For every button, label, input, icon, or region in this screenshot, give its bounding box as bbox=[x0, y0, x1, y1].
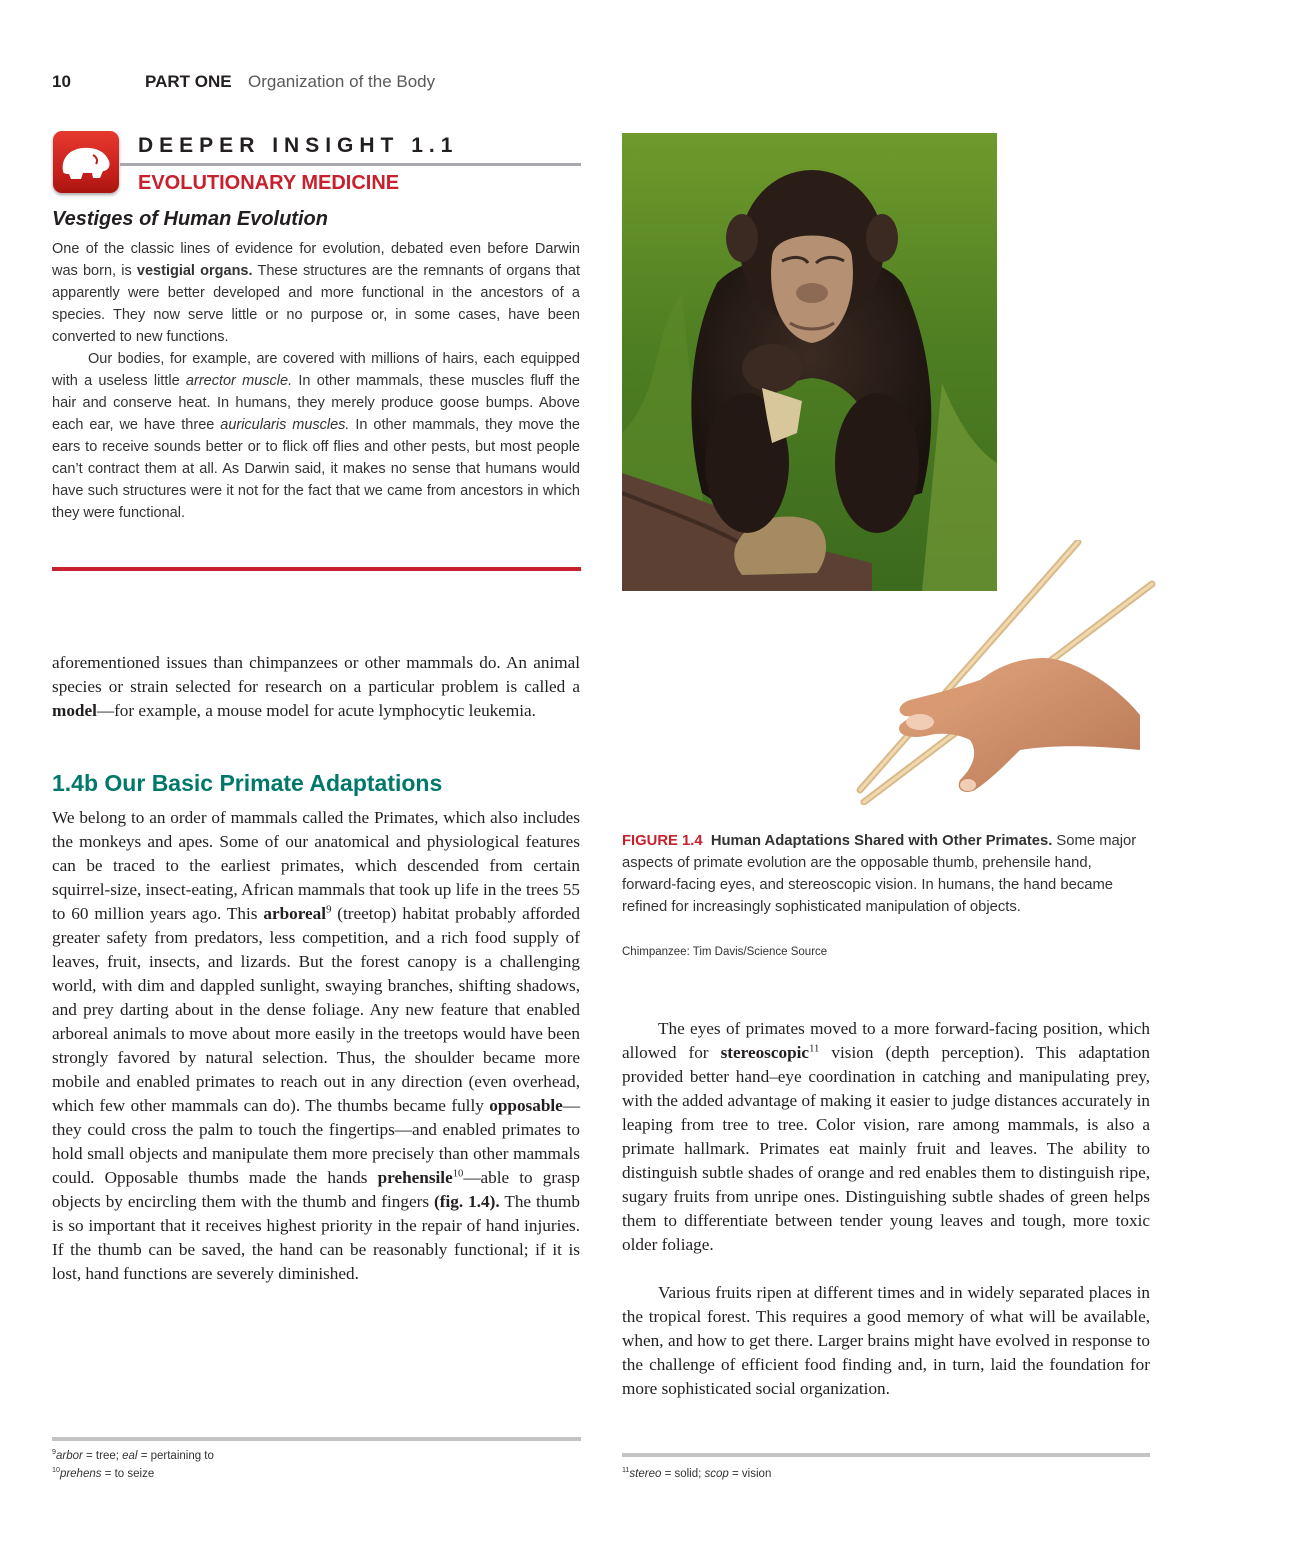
evolution-icon bbox=[53, 131, 119, 193]
footnote-10: $^{10}$prehens = to seize bbox=[52, 1466, 155, 1480]
part-title: Organization of the Body bbox=[248, 72, 436, 91]
footnote-rule-right bbox=[622, 1453, 1150, 1457]
body-paragraph-eyes: The eyes of primates moved to a more forward-facing position, which allowed for stereoscopic$^{11}$ vision (depth perception). This adaptation provided better hand–eye coordination in catching and manipulating prey, with the added advantage of making it easier to judge distances accurately in leaping from tree to tree. Color vision, rare among mammals, is also a primate hallmark. Primates eat mainly fruit and leaves. The ability to distinguish subtle shades of orange and red enables them to distinguish ripe, sugary fruits from unripe ones. Distinguishing subtle shades of green helps them to differentiate between tender young leaves and tough, more toxic older foliage. bbox=[622, 1019, 1150, 1254]
hand-chopsticks-illustration bbox=[850, 540, 1160, 805]
insight-paragraph-2: Our bodies, for example, are covered with millions of hairs, each equipped with a useless little arrector muscle. In other mammals, these muscles fluff the hair and conserve heat. In humans, they merely produce goose bumps. Above each ear, we have three auricularis muscles. In other mammals, they move the ears to receive sounds better or to flick off flies and other pests, but most people can’t contract them at all. As Darwin said, it makes no sense that humans would have such structures were it not for the fact that we came from ancestors in which they were functional. bbox=[52, 351, 580, 521]
body-paragraph-primates: We belong to an order of mammals called the Primates, which also includes the monkeys and apes. Some of our anatomical and physiological features can be traced to the earliest primates, which descended from certain squirrel-size, insect-eating, African mammals that took up life in the trees 55 to 60 million years ago. This arboreal$^9$ (treetop) habitat probably afforded greater safety from predators, less competition, and a rich food supply of leaves, fruit, insects, and lizards. But the forest canopy is a challenging world, with dim and dappled sunlight, swaying branches, shifting shadows, and prey darting about in the dense foliage. Any new feature that enabled arboreal animals to move about more easily in the treetops would have been strongly favored by natural selection. Thus, the shoulder became more mobile and enabled primates to reach out in any direction (even overhead, which few other mammals can do). The thumbs became fully opposable—they could cross the palm to touch the fingertips—and enabled primates to hold small objects and manipulate them more precisely than other mammals could. Opposable thumbs made the hands prehensile$^{10}$—able to grasp objects by encircling them with the thumb and fingers (fig. 1.4). The thumb is so important that it receives highest priority in the repair of hand injuries. If the thumb can be saved, the hand can be reasonably functional; if it is lost, hand functions are severely diminished. bbox=[52, 808, 580, 1283]
insight-bottom-rule bbox=[52, 567, 581, 571]
page-number: 10 bbox=[52, 72, 71, 91]
footnote-rule-left bbox=[52, 1437, 581, 1441]
insight-category: EVOLUTIONARY MEDICINE bbox=[138, 172, 400, 194]
body-paragraph-continued: aforementioned issues than chimpanzees or other mammals do. An animal species or strain selected for research on a particular problem is called a model—for example, a mouse model for acute lymphocytic leukemia. bbox=[52, 653, 580, 720]
figure-caption: FIGURE 1.4 Human Adaptations Shared with Other Primates. Some major aspects of primate evolution are the opposable thumb, prehensile hand, forward-facing eyes, and stereoscopic vision. In humans, the hand became refined for increasingly sophisticated manipulation of objects. bbox=[622, 833, 1137, 915]
section-heading: 1.4b Our Basic Primate Adaptations bbox=[52, 770, 443, 796]
footnote-11: $^{11}$stereo = solid; scop = vision bbox=[622, 1466, 772, 1480]
insight-rule bbox=[120, 163, 581, 166]
insight-title: Vestiges of Human Evolution bbox=[52, 208, 328, 230]
insight-label: DEEPER INSIGHT 1.1 bbox=[138, 134, 459, 157]
footnote-9: $^9$arbor = tree; eal = pertaining to bbox=[52, 1448, 214, 1462]
insight-paragraph-1: One of the classic lines of evidence for evolution, debated even before Darwin was born, is vestigial organs. These structures are the remnants of organs that apparently were better developed and more functional in the ancestors of a species. They now serve little or no purpose or, in some cases, have been converted to new functions. bbox=[52, 241, 580, 345]
body-paragraph-fruits: Various fruits ripen at different times and in widely separated places in the tropical forest. This requires a good memory of what will be available, when, and how to get there. Larger brains might have evolved in response to the challenge of efficient food finding and, in turn, laid the foundation for more sophisticated social organization. bbox=[622, 1283, 1150, 1398]
figure-credit: Chimpanzee: Tim Davis/Science Source bbox=[622, 946, 828, 958]
part-label: PART ONE bbox=[145, 72, 232, 91]
figure-title: Human Adaptations Shared with Other Primates. bbox=[710, 833, 1053, 849]
chimpanzee-photo bbox=[622, 133, 997, 591]
figure-label: FIGURE 1.4 bbox=[622, 833, 703, 849]
